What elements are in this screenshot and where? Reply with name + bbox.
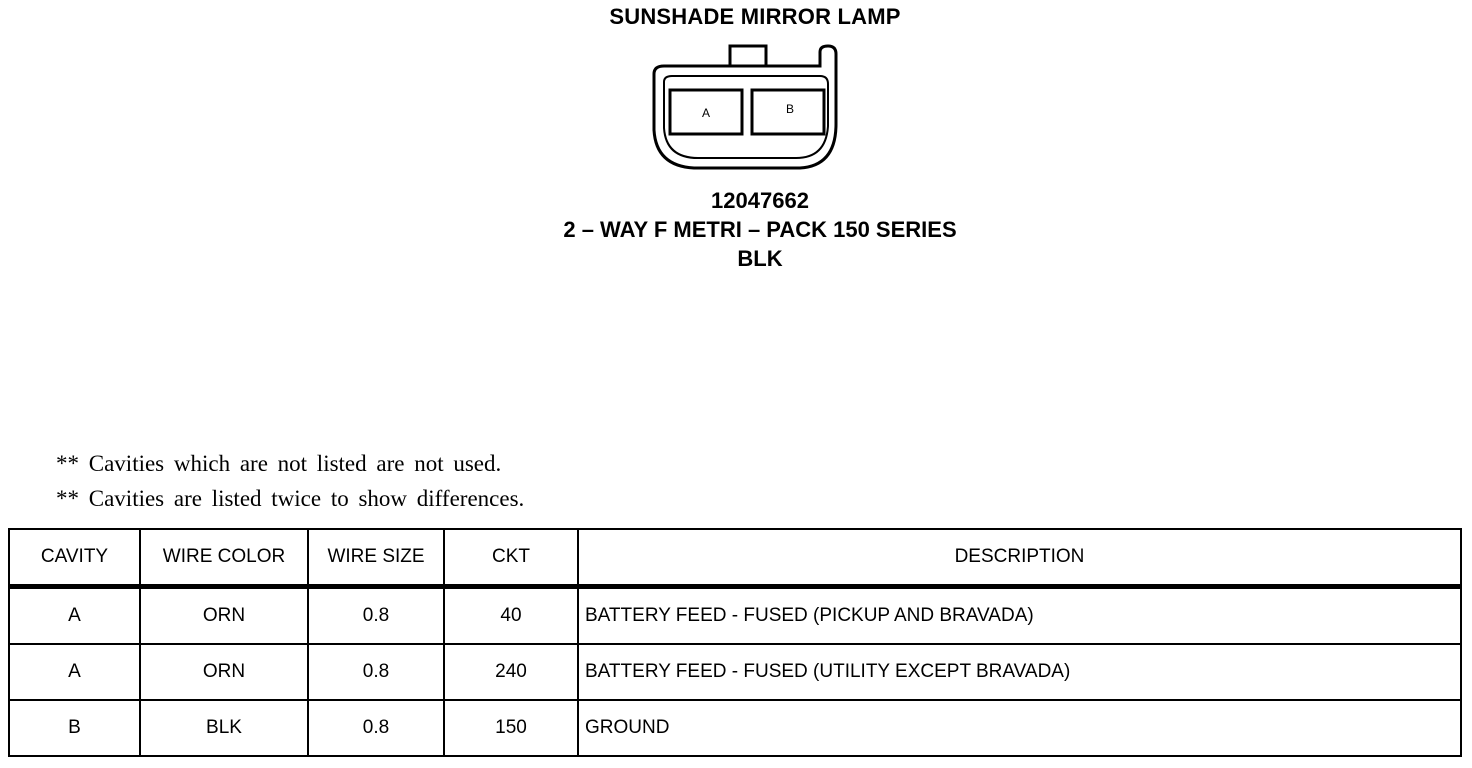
cell-description: BATTERY FEED - FUSED (PICKUP AND BRAVADA): [578, 587, 1461, 645]
connector-color: BLK: [737, 246, 783, 271]
table-header-row: [9, 529, 1461, 587]
note-line: ** Cavities are listed twice to show differences.: [56, 486, 525, 511]
note-line: ** Cavities which are not listed are not used.: [56, 451, 502, 476]
cell-description: GROUND: [578, 700, 1461, 756]
header-wire-color: WIRE COLOR: [140, 529, 308, 587]
cell-ckt: 40: [444, 587, 578, 645]
notes: [56, 446, 524, 516]
cell-cavity: A: [9, 587, 140, 645]
cell-cavity: A: [9, 644, 140, 700]
cavity-label-a: A: [701, 106, 711, 120]
header-description: DESCRIPTION: [578, 529, 1461, 587]
header-cavity: CAVITY: [9, 529, 140, 587]
table-row: [9, 700, 1461, 756]
cell-wire-size: 0.8: [308, 587, 444, 645]
cell-cavity: B: [9, 700, 140, 756]
cavity-label-b: B: [785, 102, 795, 116]
cell-wire-size: 0.8: [308, 700, 444, 756]
table-row: [9, 587, 1461, 645]
cell-ckt: 240: [444, 644, 578, 700]
part-number: 12047662: [711, 188, 809, 213]
header-ckt: CKT: [444, 529, 578, 587]
connector-title: SUNSHADE MIRROR LAMP: [609, 4, 901, 29]
header-wire-size: WIRE SIZE: [308, 529, 444, 587]
cell-wire-color: BLK: [140, 700, 308, 756]
cell-wire-size: 0.8: [308, 644, 444, 700]
connector-diagram-icon: [650, 42, 846, 174]
cavity-table: [8, 528, 1462, 757]
connector-info: [0, 186, 1472, 273]
cell-ckt: 150: [444, 700, 578, 756]
connector-description: 2 – WAY F METRI – PACK 150 SERIES: [563, 217, 957, 242]
table-row: [9, 644, 1461, 700]
cell-description: BATTERY FEED - FUSED (UTILITY EXCEPT BRAVADA): [578, 644, 1461, 700]
cell-wire-color: ORN: [140, 587, 308, 645]
cell-wire-color: ORN: [140, 644, 308, 700]
